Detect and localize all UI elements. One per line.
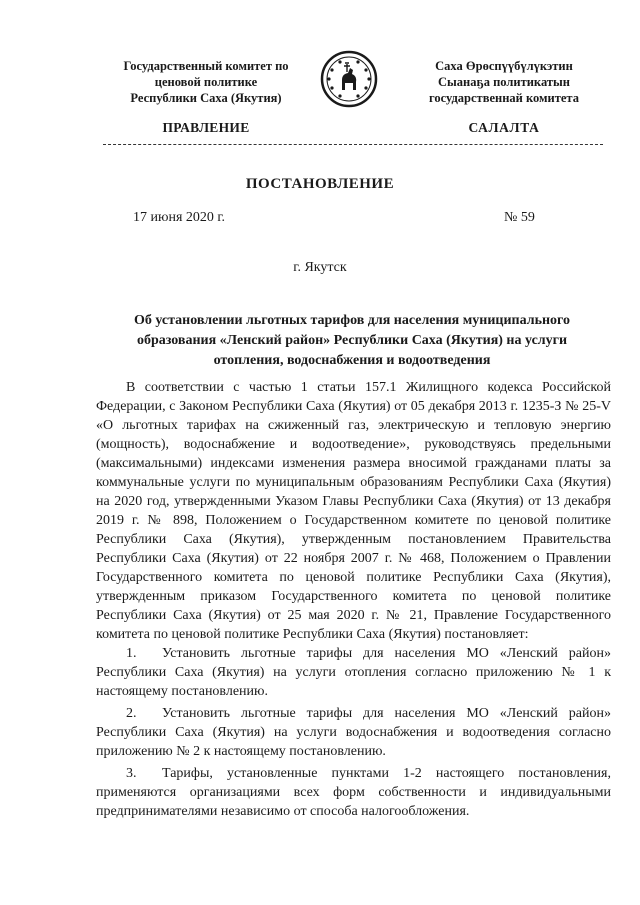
- header-left-org: [100, 58, 312, 106]
- board-label-ru: ПРАВЛЕНИЕ: [162, 120, 250, 135]
- header-divider: [103, 144, 603, 145]
- header-left-line: Государственный комитет по: [123, 59, 289, 73]
- list-item: [96, 644, 611, 701]
- list-item-number: 1.: [126, 646, 137, 661]
- list-item-text: Тарифы, установленные пунктами 1-2 настоящего постановления, применяются организациями всех форм собственности и индивидуальными предпринимателями независимо от способа налогообложения.: [96, 766, 611, 819]
- intro-paragraph: В соответствии с частью 1 статьи 157.1 Жилищного кодекса Российской Федерации, с Законом Республики Саха (Якутия) от 05 декабря 2013 г. 1235-З № 25-V «О льготных тарифах на сжиженный газ, электрическую и тепловую энергию (мощность), водоснабжение и водоотведение», руководствуясь предельными (максимальными) индексами изменения размера вносимой гражданами платы за коммунальные услуги по муниципальным образованиям Республики Саха (Якутия) на 2020 год, утвержденными Указом Главы Республики Саха (Якутия) от 13 декабря 2019 г. № 898, Положением о Государственном комитете по ценовой политике Республики Саха (Якутия), утвержденным постановлением Правительства Республики Саха (Якутия) от 22 ноября 2007 г. № 468, Положением о Правлении Государственного комитета по ценовой политике Республики Саха (Якутия), утвержденным приказом Государственного комитета по ценовой политике Республики Саха (Якутия) от 25 мая 2020 г. № 21, Правление Государственного комитета по ценовой политике Республики Саха (Якутия) постановляет:: [96, 380, 611, 642]
- list-item: [96, 704, 611, 761]
- document-subject: Об установлении льготных тарифов для населения муниципального образования «Ленский район» Республики Саха (Якутия) на услуги отопления, водоснабжения и водоотведения: [133, 313, 571, 368]
- header-right-org: [398, 58, 610, 106]
- header-left-line: Республики Саха (Якутия): [130, 91, 282, 105]
- list-item-number: 3.: [126, 766, 137, 781]
- document-city: г. Якутск: [293, 260, 347, 275]
- document-title: ПОСТАНОВЛЕНИЕ: [245, 176, 395, 192]
- header-left-line: ценовой политике: [154, 75, 258, 89]
- document-number: № 59: [504, 210, 535, 225]
- document-date: 17 июня 2020 г.: [133, 210, 226, 225]
- header-right-line: Сыанаҕа политикатын: [438, 75, 570, 89]
- header-right-line: Саха Өрөспүүбүлүкэтин: [435, 59, 573, 73]
- list-item: [96, 764, 611, 821]
- board-label-sah: САЛАЛТА: [468, 120, 540, 135]
- list-item-number: 2.: [126, 706, 137, 721]
- document-body: [96, 378, 611, 821]
- list-item-text: Установить льготные тарифы для населения МО «Ленский район» Республики Саха (Якутия) на услуги отопления согласно приложению № 1 к настоящему постановлению.: [96, 646, 611, 699]
- header-right-line: государственнай комитета: [429, 91, 579, 105]
- republic-emblem-icon: [320, 50, 378, 108]
- list-item-text: Установить льготные тарифы для населения МО «Ленский район» Республики Саха (Якутия) на услуги водоснабжения и водоотведения согласно приложению № 2 к настоящему постановлению.: [96, 706, 611, 759]
